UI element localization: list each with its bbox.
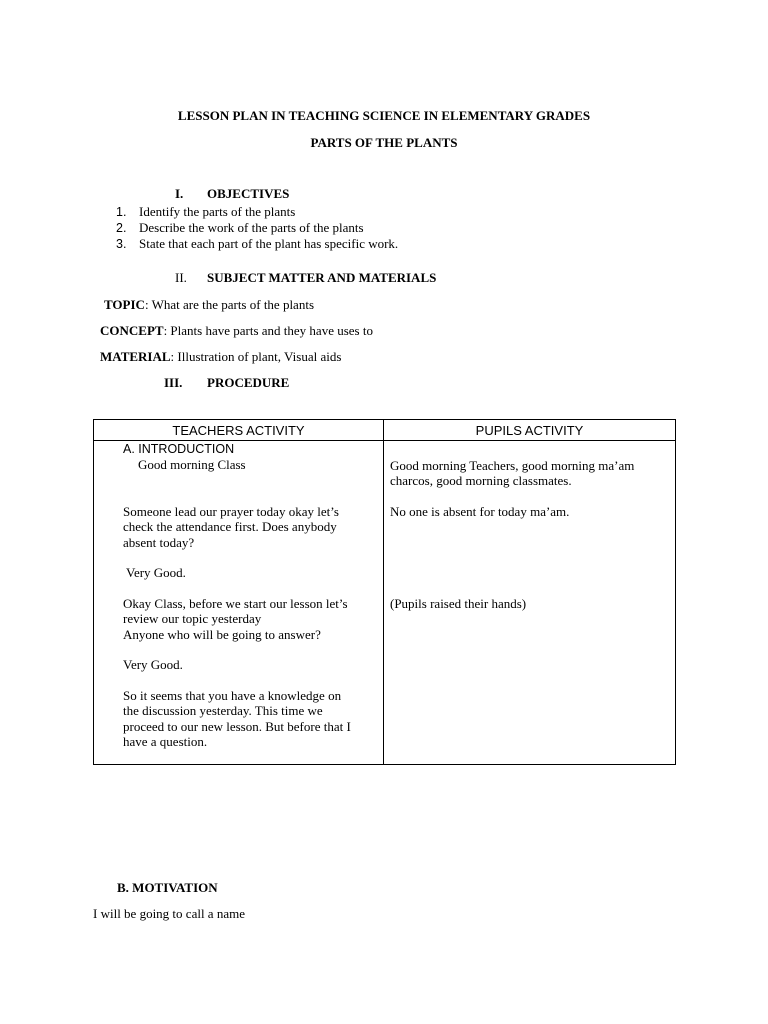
- pupil-line: No one is absent for today ma’am.: [390, 504, 570, 519]
- material-line: [100, 349, 341, 365]
- concept-line: [100, 323, 373, 339]
- teacher-line: Very Good.: [123, 657, 183, 672]
- teacher-line: So it seems that you have a knowledge on: [123, 688, 342, 703]
- objective-number: 2.: [116, 221, 127, 235]
- objective-text: Identify the parts of the plants: [139, 204, 296, 219]
- objective-number: 3.: [116, 237, 127, 251]
- procedure-table: [93, 419, 676, 765]
- pupil-line: (Pupils raised their hands): [390, 596, 527, 611]
- pupils-activity-cell: [384, 441, 676, 765]
- section-heading-objectives: OBJECTIVES: [207, 186, 290, 201]
- concept-value: : Plants have parts and they have uses to: [163, 323, 373, 338]
- teacher-line: Okay Class, before we start our lesson let’s: [123, 596, 348, 611]
- table-row: [94, 441, 676, 765]
- section-heading-procedure: PROCEDURE: [207, 375, 290, 390]
- concept-label: CONCEPT: [100, 323, 164, 338]
- teacher-line: absent today?: [123, 535, 195, 550]
- pupil-line: charcos, good morning classmates.: [390, 473, 572, 488]
- section-heading-subject-matter: SUBJECT MATTER AND MATERIALS: [207, 270, 437, 285]
- teacher-line: Anyone who will be going to answer?: [123, 627, 321, 642]
- section-numeral-objectives: I.: [175, 186, 184, 201]
- topic-line: [104, 297, 314, 313]
- document-title: LESSON PLAN IN TEACHING SCIENCE IN ELEMENTARY GRADES: [177, 108, 591, 123]
- teacher-line: proceed to our new lesson. But before that I: [123, 719, 351, 734]
- teachers-activity-header: TEACHERS ACTIVITY: [94, 420, 384, 441]
- pupils-activity-header: PUPILS ACTIVITY: [384, 420, 676, 441]
- motivation-heading: B. MOTIVATION: [117, 880, 218, 895]
- section-numeral-procedure: III.: [164, 375, 183, 390]
- pupil-line: Good morning Teachers, good morning ma’am: [390, 458, 635, 473]
- teacher-line: have a question.: [123, 734, 208, 749]
- table-header-row: [94, 420, 676, 441]
- teacher-line: the discussion yesterday. This time we: [123, 703, 323, 718]
- section-numeral-subject-matter: II.: [175, 270, 187, 285]
- topic-value: : What are the parts of the plants: [144, 297, 315, 312]
- objective-text: Describe the work of the parts of the plants: [139, 220, 364, 235]
- material-value: : Illustration of plant, Visual aids: [170, 349, 342, 364]
- introduction-heading: A. INTRODUCTION: [123, 442, 235, 456]
- teacher-line: Good morning Class: [138, 457, 246, 472]
- material-label: MATERIAL: [100, 349, 171, 364]
- teacher-line: Someone lead our prayer today okay let’s: [123, 504, 339, 519]
- teacher-line: review our topic yesterday: [123, 611, 262, 626]
- objective-number: 1.: [116, 205, 127, 219]
- objective-text: State that each part of the plant has specific work.: [139, 236, 399, 251]
- teacher-line: Very Good.: [126, 565, 186, 580]
- motivation-text: I will be going to call a name: [93, 906, 245, 921]
- document-subtitle: PARTS OF THE PLANTS: [310, 135, 458, 150]
- teachers-activity-cell: [94, 441, 384, 765]
- topic-label: TOPIC: [104, 297, 145, 312]
- teacher-line: check the attendance first. Does anybody: [123, 519, 337, 534]
